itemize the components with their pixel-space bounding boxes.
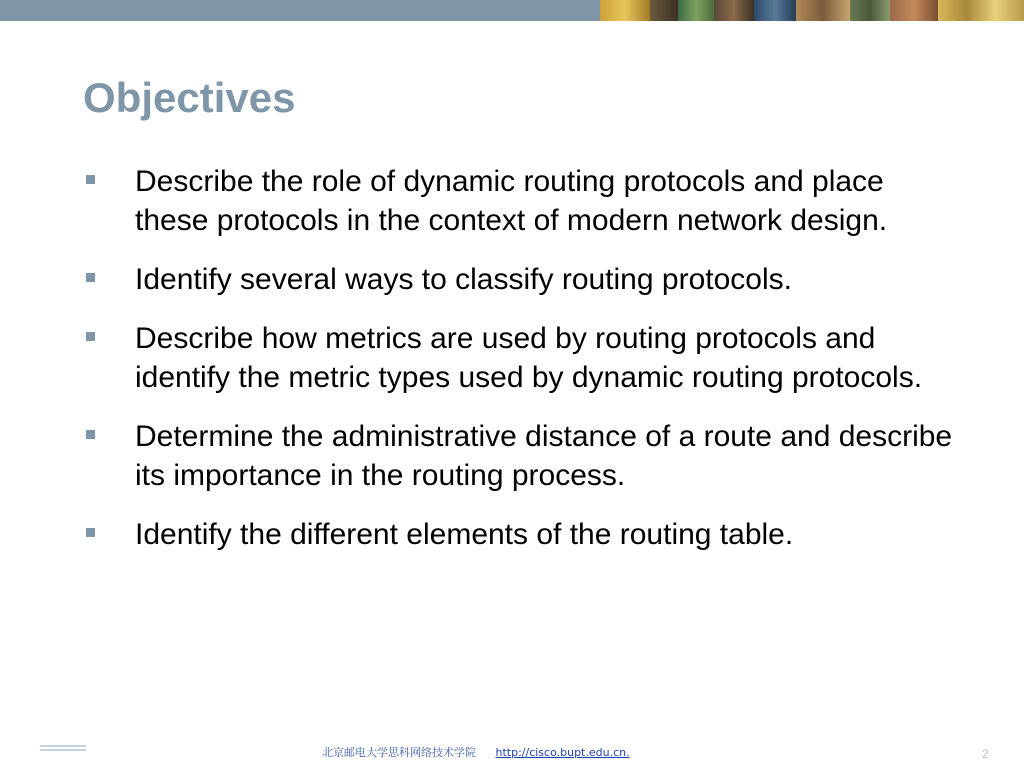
header-photo bbox=[714, 0, 754, 21]
objective-item bbox=[84, 319, 964, 397]
footer-logo bbox=[40, 745, 86, 751]
objective-item bbox=[84, 260, 964, 299]
slide-title: Objectives bbox=[83, 74, 296, 121]
header-photo bbox=[796, 0, 850, 21]
objective-text: Identify the different elements of the routing table. bbox=[135, 518, 794, 551]
square-bullet-icon bbox=[86, 273, 95, 282]
objective-item bbox=[84, 162, 964, 240]
header-photo bbox=[938, 0, 1024, 21]
objective-item bbox=[84, 515, 964, 554]
footer-school-name: 北京邮电大学思科网络技术学院 bbox=[322, 746, 476, 759]
square-bullet-icon bbox=[86, 332, 95, 341]
header-photo bbox=[850, 0, 890, 21]
objective-text: Determine the administrative distance of a route and describe its importance in the routing process. bbox=[135, 420, 953, 492]
footer bbox=[322, 744, 630, 760]
header-photo bbox=[650, 0, 678, 21]
objectives-list bbox=[84, 162, 964, 574]
page-number: 2 bbox=[982, 747, 989, 761]
objective-text: Identify several ways to classify routing protocols. bbox=[135, 263, 792, 296]
objective-text: Describe the role of dynamic routing protocols and place these protocols in the context of modern network design. bbox=[135, 165, 888, 237]
square-bullet-icon bbox=[86, 175, 95, 184]
header-photo bbox=[754, 0, 796, 21]
square-bullet-icon bbox=[86, 528, 95, 537]
header-photo-strip bbox=[600, 0, 1024, 21]
header-photo bbox=[600, 0, 650, 21]
footer-link[interactable]: http://cisco.bupt.edu.cn. bbox=[495, 746, 630, 759]
objective-text: Describe how metrics are used by routing protocols and identify the metric types used by dynamic routing protocols. bbox=[135, 322, 923, 394]
square-bullet-icon bbox=[86, 430, 95, 439]
header-photo bbox=[678, 0, 714, 21]
header-photo bbox=[890, 0, 938, 21]
objective-item bbox=[84, 417, 964, 495]
